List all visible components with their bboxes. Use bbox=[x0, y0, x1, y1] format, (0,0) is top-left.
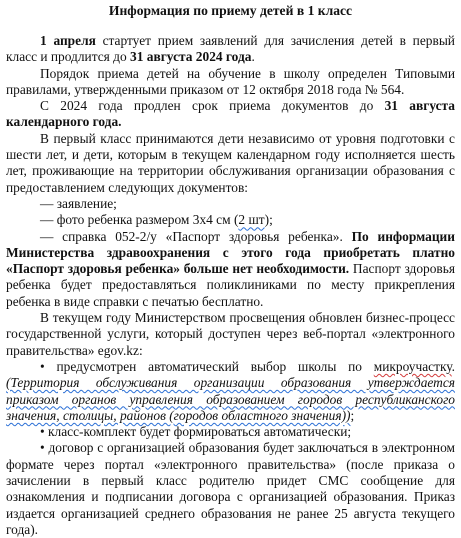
bullet-auto-school-selection bbox=[6, 359, 455, 424]
spellcheck-word: микроучастку bbox=[373, 358, 452, 374]
paragraph-eligibility: В первый класс принимаются дети независимо от уровня подготовки с шести лет, и дети, которым в текущем календарном году исполняется шесть лет, проживающие на территории обслуживания организации образования с предоставлением следующих документов: bbox=[6, 130, 455, 195]
bullet-text: . bbox=[451, 358, 455, 374]
list-item-application: — заявление; bbox=[40, 195, 117, 211]
bullet-text: ; bbox=[350, 407, 355, 423]
bullet-class-formation: • класс-комплект будет формироваться автоматически; bbox=[40, 424, 352, 440]
paragraph-rules: Порядок приема детей на обучение в школу определен Типовыми правилами, утвержденными приказом от 12 октября 2018 года № 564. bbox=[6, 65, 455, 97]
list-item-text: — справка 052-2/у «Паспорт здоровья ребенка». bbox=[40, 228, 352, 244]
bullet-text: • предусмотрен автоматический выбор школы по bbox=[40, 358, 374, 374]
health-ministry-note: По информации Министерства здравоохранения с этого года приобретать платно «Паспорт здоровья ребенка» больше нет необходимости. bbox=[6, 228, 455, 277]
list-item-health-certificate bbox=[6, 229, 455, 310]
paragraph-text: . bbox=[251, 49, 255, 65]
paragraph-text: стартует прием заявлений для зачисления детей в первый класс и продлится до bbox=[6, 33, 455, 65]
start-date: 1 апреля bbox=[40, 33, 96, 48]
list-item-photo bbox=[6, 212, 455, 228]
end-date: 31 августа 2024 года bbox=[130, 49, 252, 65]
spellcheck-word: 2 шт bbox=[238, 212, 265, 228]
paragraph-text: С 2024 года продлен срок приема документов до bbox=[40, 98, 385, 114]
paragraph-extended-deadline bbox=[6, 98, 455, 131]
deadline-date: 31 августа календарного года. bbox=[6, 98, 455, 130]
list-item-text: Паспорт здоровья ребенка будет предоставляться поликлиниками по месту прикрепления ребенка в виде справки с печатью бесплатно. bbox=[6, 261, 455, 309]
list-item-text: — фото ребенка размером 3х4 см ( bbox=[40, 212, 239, 228]
document-title: Информация по приему детей в 1 класс bbox=[108, 3, 353, 18]
paragraph-start-date bbox=[6, 33, 455, 66]
list-item-text: ); bbox=[264, 212, 273, 228]
bullet-electronic-contract: • договор с организацией образования будет заключаться в электронном формате через портал «электронного правительства» (после приказа о зачислении в первый класс родителю придет СМС сообщение для ознакомления и подписании договора с организацией образования. Приказ издается организацией среднего образования не ранее 25 августа текущего года). bbox=[6, 440, 455, 537]
paragraph-egov: В текущем году Министерством просвещения обновлен бизнес-процесс государственной услуги, который доступен через веб-портал «электронного правительства» egov.kz: bbox=[6, 310, 455, 358]
territory-note: (Территория обслуживания организации образования утверждается приказом органов управления образованием городов республиканского значения, столицы, районов (городов областного значения)) bbox=[6, 375, 455, 423]
